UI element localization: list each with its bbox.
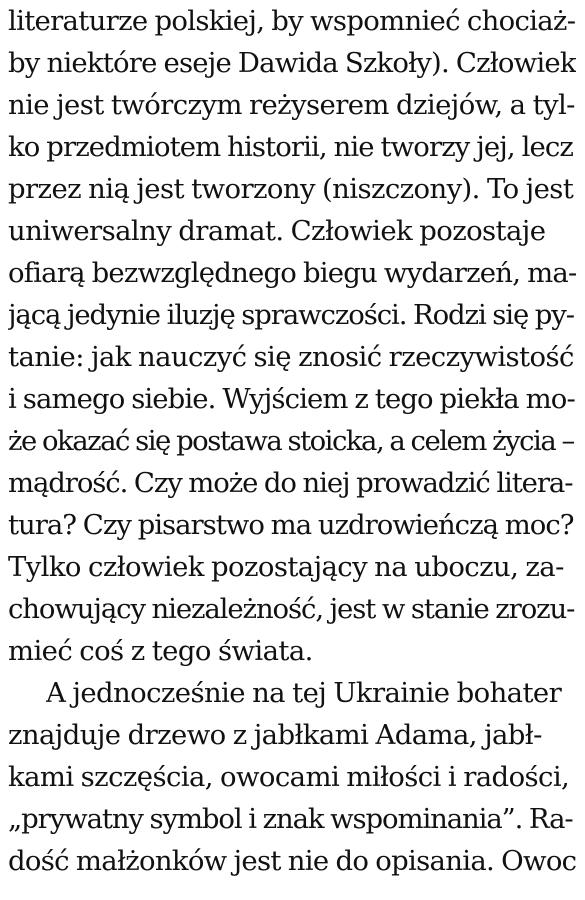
text-line: przez nią jest tworzony (niszczony). To jest <box>8 173 574 205</box>
text-line: znajduje drzewo z jabłkami Adama, jabł- <box>8 719 542 751</box>
text-line: Tylko człowiek pozostający na uboczu, za- <box>8 551 564 583</box>
text-line: nie jest twórczym reżyserem dziejów, a tyl- <box>8 89 575 121</box>
text-line: tanie: jak nauczyć się znosić rzeczywistość <box>8 341 574 373</box>
text-line: ofiarą bezwzględnego biegu wydarzeń, ma- <box>8 257 576 289</box>
text-line: mieć coś z tego świata. <box>8 635 313 667</box>
text-line: jącą jedynie iluzję sprawczości. Rodzi się py- <box>8 299 574 331</box>
text-line: by niektóre eseje Dawida Szkoły). Człowiek <box>8 47 576 79</box>
paragraph-first-line: A jednocześnie na tej Ukrainie bohater <box>46 677 562 709</box>
text-line: że okazać się postawa stoicka, a celem życia – <box>8 425 574 457</box>
text-line: „prywatny symbol i znak wspominania”. Ra- <box>8 803 573 835</box>
text-line: mądrość. Czy może do niej prowadzić litera- <box>8 467 573 499</box>
text-line: literaturze polskiej, by wspomnieć chociaż- <box>8 5 576 37</box>
text-line: chowujący niezależność, jest w stanie zrozu- <box>8 593 575 625</box>
text-line: kami szczęścia, owocami miłości i radości, <box>8 761 570 793</box>
text-line: tura? Czy pisarstwo ma uzdrowieńczą moc? <box>8 509 574 541</box>
text-line: uniwersalny dramat. Człowiek pozostaje <box>8 215 546 247</box>
text-line: i samego siebie. Wyjściem z tego piekła mo- <box>8 383 575 415</box>
text-line: dość małżonków jest nie do opisania. Owoc <box>8 845 576 877</box>
text-line: ko przedmiotem historii, nie tworzy jej, lecz <box>8 131 573 163</box>
